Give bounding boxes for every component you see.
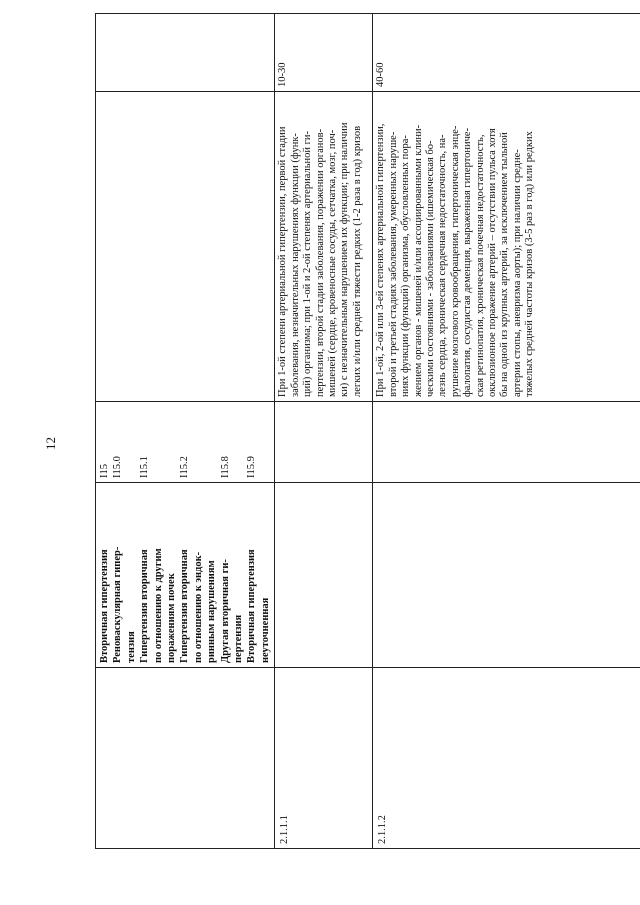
disease-name-line: неуточненная — [259, 597, 271, 663]
icd-code-line: I15.2 — [179, 456, 191, 478]
description-line: артерии стопы, аневризма аорты); при наличии средне- — [511, 149, 523, 397]
description-line: бы на одной из крупных артерий, за исключением тыльной — [499, 132, 511, 397]
description-line: ческими состояниями - заболеваниями (ишемическая бо- — [424, 140, 436, 397]
disease-name-line: Другая вторичная ги- — [219, 559, 231, 663]
empty-cell — [275, 483, 373, 668]
criteria-table — [95, 13, 640, 849]
description-line: заболевания, незначительных нарушениях функции (функ- — [289, 133, 301, 397]
icd-code-line — [192, 406, 205, 478]
empty-cell — [373, 483, 640, 668]
empty-cell — [275, 402, 373, 483]
description-line: второй и третьей стадиях заболевания, умеренных наруше- — [387, 131, 399, 397]
icd-code-line — [232, 406, 245, 478]
icd-code-line: I15.8 — [219, 456, 231, 478]
disease-name-line: Вторичная гипертензия — [246, 549, 258, 663]
description-line: При 1-ой, 2-ой или 3-ей степенях артериальной гипертензии, — [375, 123, 387, 397]
description-line: мишеней (сердце, кровеносные сосуды, сетчатка, мозг, поч- — [326, 129, 338, 397]
description-line: легких и/или средней тяжести редких (1-2 раза в год) кризов — [351, 125, 363, 397]
description-cell — [96, 92, 275, 402]
disease-name-cell — [96, 483, 275, 668]
icd-code-line: I15 — [99, 464, 110, 478]
description-line: ций) организма; при 1-ой и 2-ой степенях артериальной ги- — [302, 130, 314, 397]
disease-name-line: тензия — [125, 631, 137, 663]
icd-code-line — [165, 406, 178, 478]
description-line: При 1-ой степени артериальной гипертензии, первой стадии — [277, 126, 289, 397]
icd-code-line: I15.0 — [112, 456, 124, 478]
criteria-description — [373, 92, 640, 402]
description-line: ниях функции (функций) организма, обусловленных пора- — [400, 135, 412, 397]
disease-name-line: поражениям почек — [166, 573, 178, 663]
criteria-description — [275, 92, 373, 402]
description-line: жением органов - мишеней и/или ассоциированными клини- — [412, 124, 424, 397]
table-row — [275, 14, 373, 849]
description-line: тяжелых средней частоты кризов (3-5 раз в год) или редких — [524, 131, 536, 397]
disease-name-line: пертензия — [233, 614, 245, 663]
description-line: пертензии, второй стадии заболевания, поражении органов- — [314, 128, 326, 397]
table-row — [373, 14, 640, 849]
disease-name-line: Гипертензия вторичная — [179, 549, 191, 663]
description-line: ки) с незначительным нарушением их функции; при наличии — [339, 122, 351, 397]
disease-name-line: ринным нарушениям — [206, 560, 218, 663]
table-row — [96, 14, 275, 849]
description-line: лезнь сердца, хроническая сердечная недостаточность, на- — [437, 134, 449, 397]
criteria-code: 2.1.1.1 — [275, 668, 373, 849]
disease-name-line: Вторичная гипертензия — [99, 549, 110, 663]
disease-name-line: Реноваскулярная гипер- — [112, 546, 124, 663]
icd-code-line: I15.1 — [139, 456, 151, 478]
empty-cell — [373, 402, 640, 483]
description-line: ская ретинопатия, хроническая почечная недостаточность, — [474, 134, 486, 397]
icd-code-line: I15.9 — [246, 456, 258, 478]
percent-range: 10-30 — [275, 14, 373, 92]
rotated-table-page — [95, 59, 577, 849]
icd-code-line — [125, 406, 138, 478]
icd-code-cell — [96, 402, 275, 483]
description-line: окклюзионное поражение артерий – отсутствии пульса хотя — [486, 128, 498, 397]
percent-range: 40-60 — [373, 14, 640, 92]
criteria-code: 2.1.1.2 — [373, 668, 640, 849]
disease-name-line: по отношению к эндок- — [192, 551, 204, 663]
disease-name-line: Гипертензия вторичная — [139, 549, 151, 663]
description-line: рушение мозгового кровообращения, гипертоническая энце- — [449, 125, 461, 397]
icd-code-line — [205, 406, 218, 478]
code-cell — [96, 668, 275, 849]
points-cell — [96, 14, 275, 92]
page-number: 12 — [43, 437, 58, 450]
icd-code-line — [152, 406, 165, 478]
disease-name-line: по отношению к другим — [152, 548, 164, 663]
icd-code-line — [259, 406, 272, 478]
description-line: фалопатия, сосудистая деменция, выраженная гипертониче- — [462, 127, 474, 397]
